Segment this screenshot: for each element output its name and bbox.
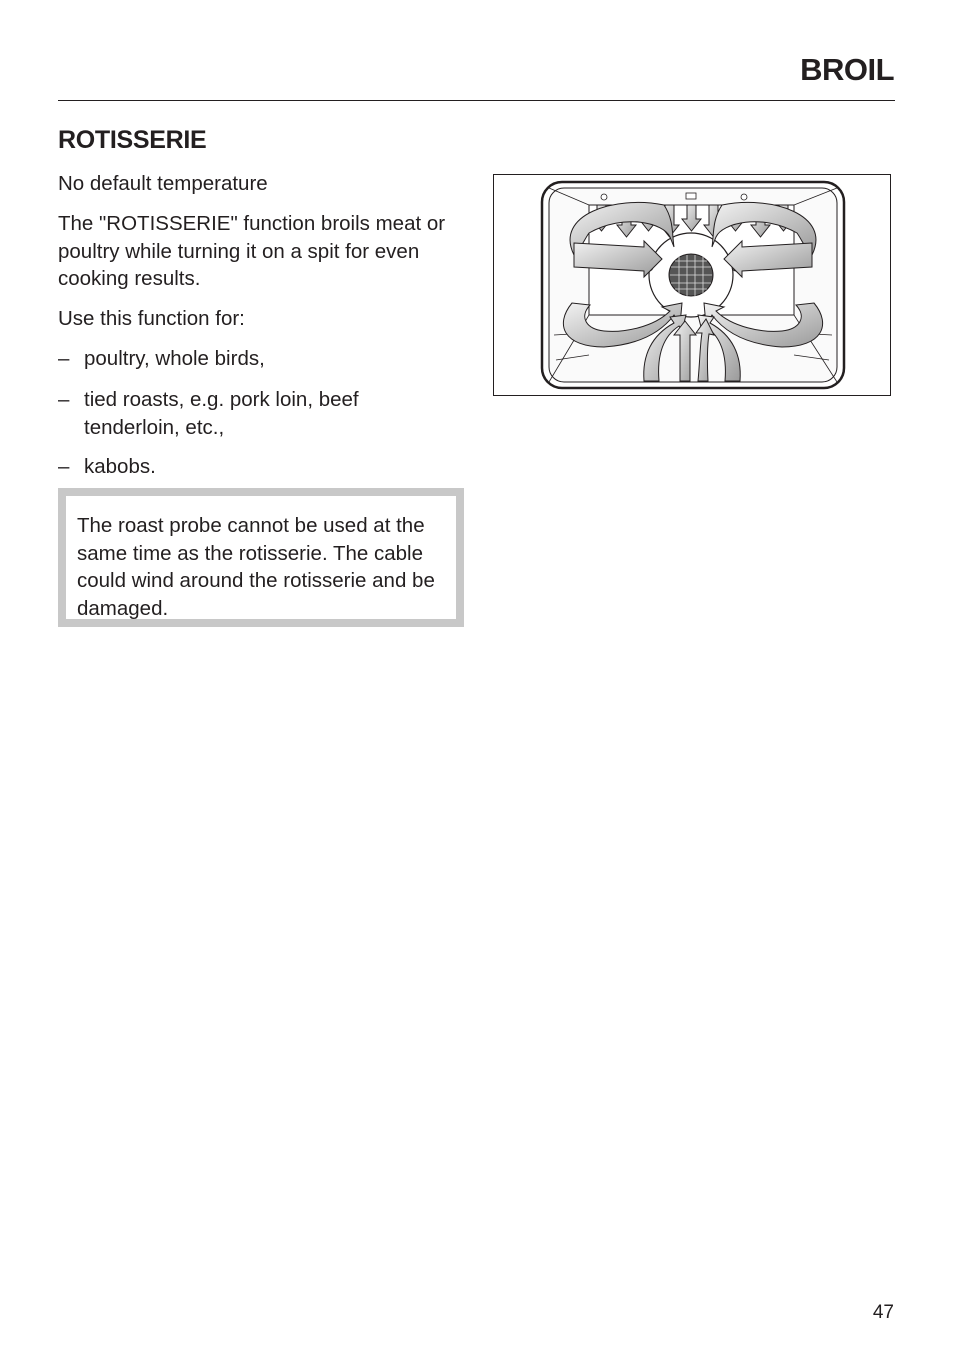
oven-rotisserie-diagram bbox=[494, 175, 889, 394]
list-item-text: poultry, whole birds, bbox=[84, 347, 265, 370]
list-dash: – bbox=[58, 388, 70, 411]
list-item bbox=[58, 345, 458, 373]
function-description: The "ROTISSERIE" function broils meat or poultry while turning it on a spit for even cooking results. bbox=[58, 212, 446, 290]
oven-airflow-illustration bbox=[493, 174, 891, 396]
list-item-text: tied roasts, e.g. pork loin, beef tenderloin, etc., bbox=[84, 388, 359, 439]
warning-note-text: The roast probe cannot be used at the same time as the rotisserie. The cable could wind around the rotisserie and be damaged. bbox=[77, 514, 435, 620]
list-dash: – bbox=[58, 347, 70, 370]
list-dash: – bbox=[58, 455, 70, 478]
section-title: ROTISSERIE bbox=[58, 126, 207, 154]
page-title: BROIL bbox=[800, 52, 894, 87]
header-divider bbox=[58, 100, 895, 101]
list-item bbox=[58, 453, 458, 481]
page-number: 47 bbox=[872, 1302, 894, 1323]
rotisserie-meat bbox=[669, 254, 713, 296]
default-temperature-text: No default temperature bbox=[58, 172, 268, 195]
use-intro-text: Use this function for: bbox=[58, 307, 245, 330]
list-item-text: kabobs. bbox=[84, 455, 156, 478]
list-item bbox=[58, 386, 458, 441]
warning-note-box bbox=[58, 488, 464, 627]
